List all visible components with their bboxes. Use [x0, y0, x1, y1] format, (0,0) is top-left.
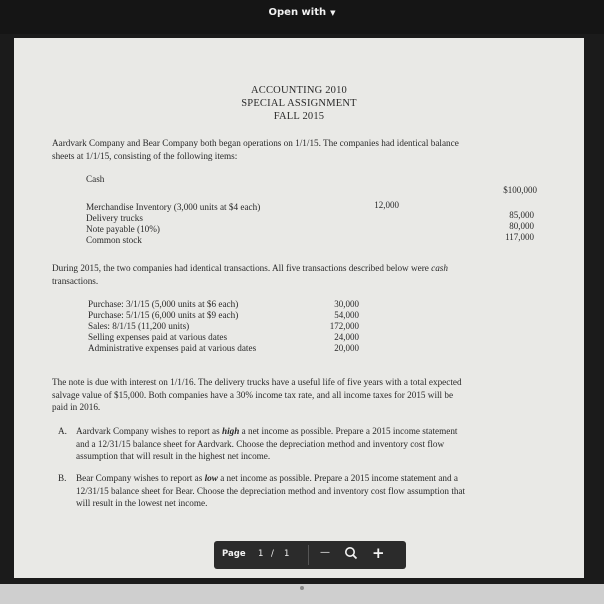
magnifier-icon — [344, 546, 358, 560]
note-paragraph — [52, 376, 576, 414]
transaction-amount: 24,000 — [334, 332, 359, 342]
note-line: paid in 2016. — [52, 402, 101, 412]
camera-dot — [300, 586, 304, 590]
heading-term: FALL 2015 — [273, 111, 325, 122]
open-with-label: Open with — [268, 7, 327, 18]
question-a-line: assumption that will result in the highest net income. — [76, 451, 271, 461]
transactions-intro-emphasis: cash — [431, 263, 448, 273]
transaction-amount: 172,000 — [329, 321, 359, 331]
balance-value: 117,000 — [505, 232, 534, 242]
chevron-down-icon: ▼ — [330, 9, 336, 17]
question-b-marker: B. — [58, 473, 67, 483]
transactions-intro-line — [52, 262, 574, 275]
transactions-intro-text: During 2015, the two companies had identical transactions. All five transactions described below were — [52, 263, 429, 273]
question-b-line: 12/31/15 balance sheet for Bear. Choose the depreciation method and inventory cost flow assumption that — [76, 485, 466, 496]
current-page-number[interactable]: 1 — [258, 549, 264, 559]
heading-assignment: SPECIAL ASSIGNMENT — [241, 98, 357, 109]
toolbar-divider — [308, 545, 309, 565]
transaction-label: Purchase: 3/1/15 (5,000 units at $6 each) — [88, 299, 239, 309]
transaction-amount: 20,000 — [334, 343, 359, 353]
balance-label: Cash — [86, 174, 105, 184]
question-a-text: a net income as possible. Prepare a 2015 income statement — [241, 426, 458, 436]
document-content — [14, 38, 584, 578]
transactions-intro — [52, 262, 574, 287]
balance-label: Note payable (10%) — [86, 224, 160, 234]
transaction-label: Sales: 8/1/15 (11,200 units) — [88, 321, 190, 331]
question-b-emphasis: low — [204, 473, 218, 483]
intro-paragraph — [52, 137, 572, 162]
question-a-line: and a 12/31/15 balance sheet for Aardvark. Choose the depreciation method and inventory cost flow — [76, 438, 445, 449]
question-b-line — [76, 472, 571, 485]
intro-line: sheets at 1/1/15, consisting of the following items: — [52, 150, 238, 161]
balance-value: 80,000 — [509, 221, 534, 231]
viewer-top-bar — [0, 0, 604, 34]
balance-label: Merchandise Inventory (3,000 units at $4 each) — [86, 202, 261, 212]
transactions-intro-line: transactions. — [52, 275, 99, 286]
page-toolbar — [214, 541, 406, 569]
question-b-text: Bear Company wishes to report as — [76, 473, 203, 483]
total-pages: 1 — [284, 549, 290, 559]
zoom-out-button[interactable]: — — [320, 547, 330, 558]
balance-label: Common stock — [86, 235, 142, 245]
open-with-button[interactable] — [0, 7, 604, 18]
document-page — [14, 38, 584, 578]
transaction-label: Purchase: 5/1/15 (6,000 units at $9 each) — [88, 310, 239, 320]
zoom-in-button[interactable]: + — [372, 544, 385, 562]
question-a-text: Aardvark Company wishes to report as — [76, 426, 220, 436]
transaction-amount: 30,000 — [334, 299, 359, 309]
intro-line: Aardvark Company and Bear Company both began operations on 1/1/15. The companies had identical balance — [52, 138, 459, 148]
question-a-marker: A. — [58, 426, 67, 436]
note-line: salvage value of $15,000. Both companies have a 30% income tax rate, and all income taxes for 2015 will be — [52, 389, 454, 400]
note-line: The note is due with interest on 1/1/16. The delivery trucks have a useful life of five years with a total expected — [52, 377, 462, 387]
page-label: Page — [222, 549, 246, 559]
question-a-line — [76, 425, 571, 438]
question-a — [76, 425, 571, 463]
balance-value: 12,000 — [374, 200, 399, 210]
question-b-line: will result in the lowest net income. — [76, 498, 208, 508]
balance-value: $100,000 — [503, 185, 537, 195]
transaction-label: Administrative expenses paid at various dates — [88, 343, 257, 353]
balance-value: 85,000 — [509, 210, 534, 220]
question-b — [76, 472, 571, 510]
transaction-label: Selling expenses paid at various dates — [88, 332, 228, 342]
page-separator: / — [271, 549, 274, 559]
transaction-amount: 54,000 — [334, 310, 359, 320]
zoom-icon[interactable] — [344, 546, 358, 563]
question-a-emphasis: high — [221, 426, 240, 436]
balance-label: Delivery trucks — [86, 213, 143, 223]
heading-course: ACCOUNTING 2010 — [250, 85, 348, 96]
question-b-text: a net income as possible. Prepare a 2015 income statement and a — [220, 473, 458, 483]
